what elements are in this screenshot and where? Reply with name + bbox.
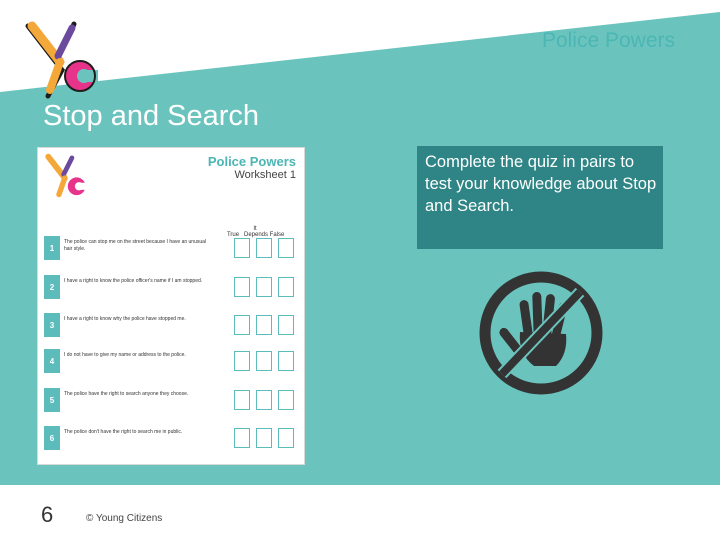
worksheet-row (44, 349, 298, 373)
row-number: 6 (44, 426, 60, 450)
depends-checkbox (256, 238, 272, 258)
column-true: True (226, 232, 240, 238)
depends-checkbox (256, 390, 272, 410)
true-checkbox (234, 315, 250, 335)
worksheet-row (44, 313, 298, 337)
false-checkbox (278, 390, 294, 410)
no-hand-stop-icon (478, 270, 604, 396)
row-statement: The police don't have the right to search me in public. (64, 429, 183, 435)
depends-checkbox (256, 428, 272, 448)
worksheet-title: Police Powers (207, 154, 296, 169)
depends-checkbox (256, 351, 272, 371)
worksheet-logo (40, 152, 92, 204)
row-statement: The police have the right to search anyone they choose. (64, 391, 189, 397)
false-checkbox (278, 428, 294, 448)
false-checkbox (278, 277, 294, 297)
true-checkbox (234, 390, 250, 410)
false-checkbox (278, 315, 294, 335)
instruction-text: Complete the quiz in pairs to test your knowledge about Stop and Search. (425, 153, 657, 215)
row-number: 5 (44, 388, 60, 412)
worksheet-row (44, 236, 298, 260)
worksheet-column-headers (222, 218, 288, 238)
row-number: 1 (44, 236, 60, 260)
row-statement: I have a right to know why the police have stopped me. (64, 316, 186, 322)
false-checkbox (278, 238, 294, 258)
row-number: 4 (44, 349, 60, 373)
header-title: Police Powers (541, 29, 675, 52)
true-checkbox (234, 428, 250, 448)
worksheet-row (44, 426, 298, 450)
row-number: 2 (44, 275, 60, 299)
worksheet-image (37, 147, 305, 465)
column-it-depends: It Depends (244, 226, 269, 238)
worksheet-row (44, 275, 298, 299)
young-citizens-logo (18, 18, 106, 106)
copyright-text: © Young Citizens (86, 513, 163, 524)
false-checkbox (278, 351, 294, 371)
depends-checkbox (256, 277, 272, 297)
slide-title: Stop and Search (43, 100, 260, 132)
row-statement: I have a right to know the police officer's name if I am stopped. (64, 278, 203, 284)
row-number: 3 (44, 313, 60, 337)
worksheet-subtitle: Worksheet 1 (234, 169, 296, 181)
true-checkbox (234, 238, 250, 258)
true-checkbox (234, 277, 250, 297)
row-statement: The police can stop me on the street because I have an unusual hair style. (64, 239, 207, 252)
page-number: 6 (41, 502, 54, 527)
depends-checkbox (256, 315, 272, 335)
instruction-box (417, 146, 663, 249)
worksheet-row (44, 388, 298, 412)
row-statement: I do not have to give my name or address to the police. (64, 352, 186, 358)
true-checkbox (234, 351, 250, 371)
column-false: False (269, 232, 285, 238)
